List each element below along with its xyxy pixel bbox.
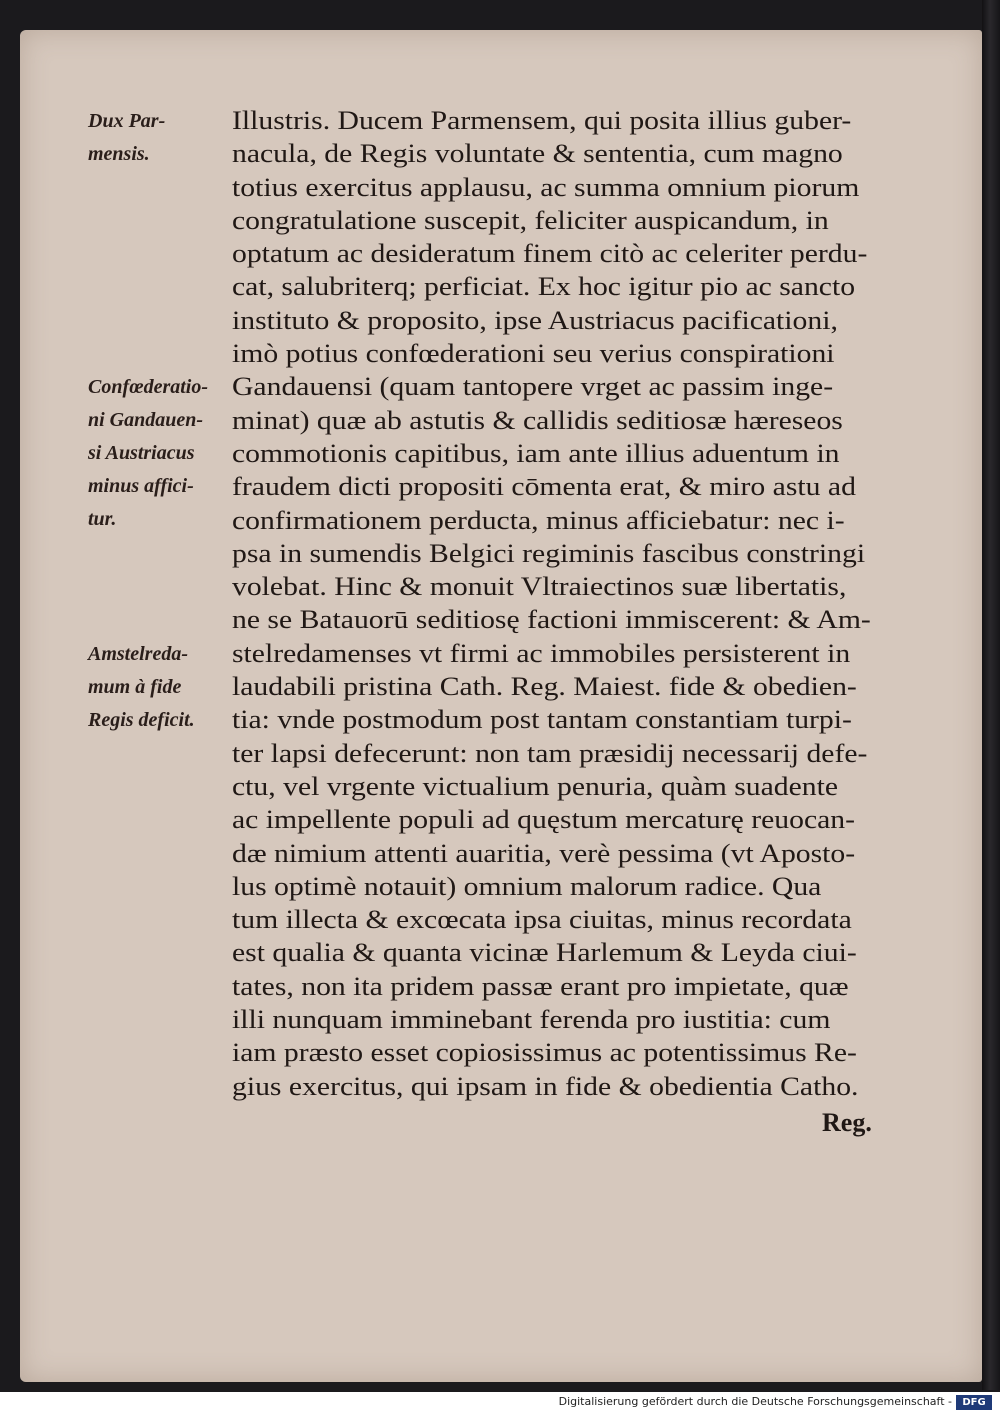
text-line: fraudem dicti propositi cōmenta erat, & miro astu ad	[232, 471, 856, 502]
text-line: dæ nimium attenti auaritia, verè pessima (vt Aposto-	[232, 837, 856, 868]
margin-note-dux-parmensis	[88, 105, 238, 171]
margin-note-line: Regis deficit.	[88, 709, 195, 731]
margin-note-line: si Austriacus	[88, 442, 195, 464]
text-line: est qualia & quanta vicinæ Harlemum & Leyda ciui-	[232, 937, 857, 968]
margin-note-line: mensis.	[88, 143, 150, 165]
dfg-logo[interactable]: DFG	[956, 1395, 992, 1410]
margin-note-line: tur.	[88, 508, 117, 530]
catchword: Reg.	[822, 1108, 872, 1137]
funding-credit: Digitalisierung gefördert durch die Deutsche Forschungsgemeinschaft -	[558, 1395, 952, 1408]
text-line: ter lapsi defecerunt: non tam præsidij necessarij defe-	[232, 737, 868, 768]
text-line: congratulatione suscepit, feliciter auspicandum, in	[232, 204, 829, 235]
text-line: gius exercitus, qui ipsam in fide & obedientia Catho.	[232, 1070, 859, 1101]
margin-note-line: mum à fide	[88, 676, 182, 698]
text-line: cat, salubriterq; perficiat. Ex hoc igitur pio ac sancto	[232, 271, 856, 302]
margin-note-confoederatio	[88, 371, 238, 536]
footer-bar	[0, 1392, 1000, 1414]
text-line: confirmationem perducta, minus afficiebatur: nec i-	[232, 504, 845, 535]
text-line: imò potius confœderationi seu verius conspirationi	[232, 338, 835, 369]
margin-note-line: Confœderatio-	[88, 376, 208, 398]
text-line: Gandauensi (quam tantopere vrget ac passim inge-	[232, 371, 834, 402]
margin-note-line: minus affici-	[88, 475, 194, 497]
margin-note-line: Amstelreda-	[88, 643, 188, 665]
body-text	[232, 104, 902, 1103]
text-line: commotionis capitibus, iam ante illius aduentum in	[232, 437, 840, 468]
text-line: lus optimè notauit) omnium malorum radice. Qua	[232, 870, 822, 901]
margin-note-line: ni Gandauen-	[88, 409, 204, 431]
margin-note-line: Dux Par-	[88, 110, 166, 132]
margin-note-amstelredamum	[88, 638, 238, 737]
text-line: iam præsto esset copiosissimus ac potentissimus Re-	[232, 1037, 857, 1068]
page-edge-shadow	[982, 0, 1000, 1390]
text-line: psa in sumendis Belgici regiminis fascibus constringi	[232, 537, 866, 568]
text-line: illi nunquam imminebant ferenda pro iustitia: cum	[232, 1004, 831, 1035]
text-line: tum illecta & excœcata ipsa ciuitas, minus recordata	[232, 904, 852, 935]
text-line: totius exercitus applausu, ac summa omnium piorum	[232, 171, 860, 202]
text-line: minat) quæ ab astutis & callidis seditiosæ hæreseos	[232, 404, 843, 435]
text-line: tates, non ita pridem passæ erant pro impietate, quæ	[232, 970, 849, 1001]
text-line: optatum ac desideratum finem citò ac celeriter perdu-	[232, 238, 868, 269]
text-line: stelredamenses vt firmi ac immobiles persisterent in	[232, 637, 851, 668]
text-line: volebat. Hinc & monuit Vltraiectinos suæ libertatis,	[232, 571, 847, 602]
text-line: nacula, de Regis voluntate & sententia, cum magno	[232, 138, 843, 169]
text-line: ctu, vel vrgente victualium penuria, quàm suadente	[232, 770, 839, 801]
text-line: instituto & proposito, ipse Austriacus pacificationi,	[232, 304, 838, 335]
text-line: laudabili pristina Cath. Reg. Maiest. fide & obedien-	[232, 671, 857, 702]
text-line: tia: vnde postmodum post tantam constantiam turpi-	[232, 704, 852, 735]
text-line: Illustris. Ducem Parmensem, qui posita illius guber-	[232, 105, 852, 135]
text-line: ne se Batauorū seditiosę factioni immiscerent: & Am-	[232, 604, 871, 635]
text-line: ac impellente populi ad quęstum mercaturę reuocan-	[232, 804, 856, 835]
